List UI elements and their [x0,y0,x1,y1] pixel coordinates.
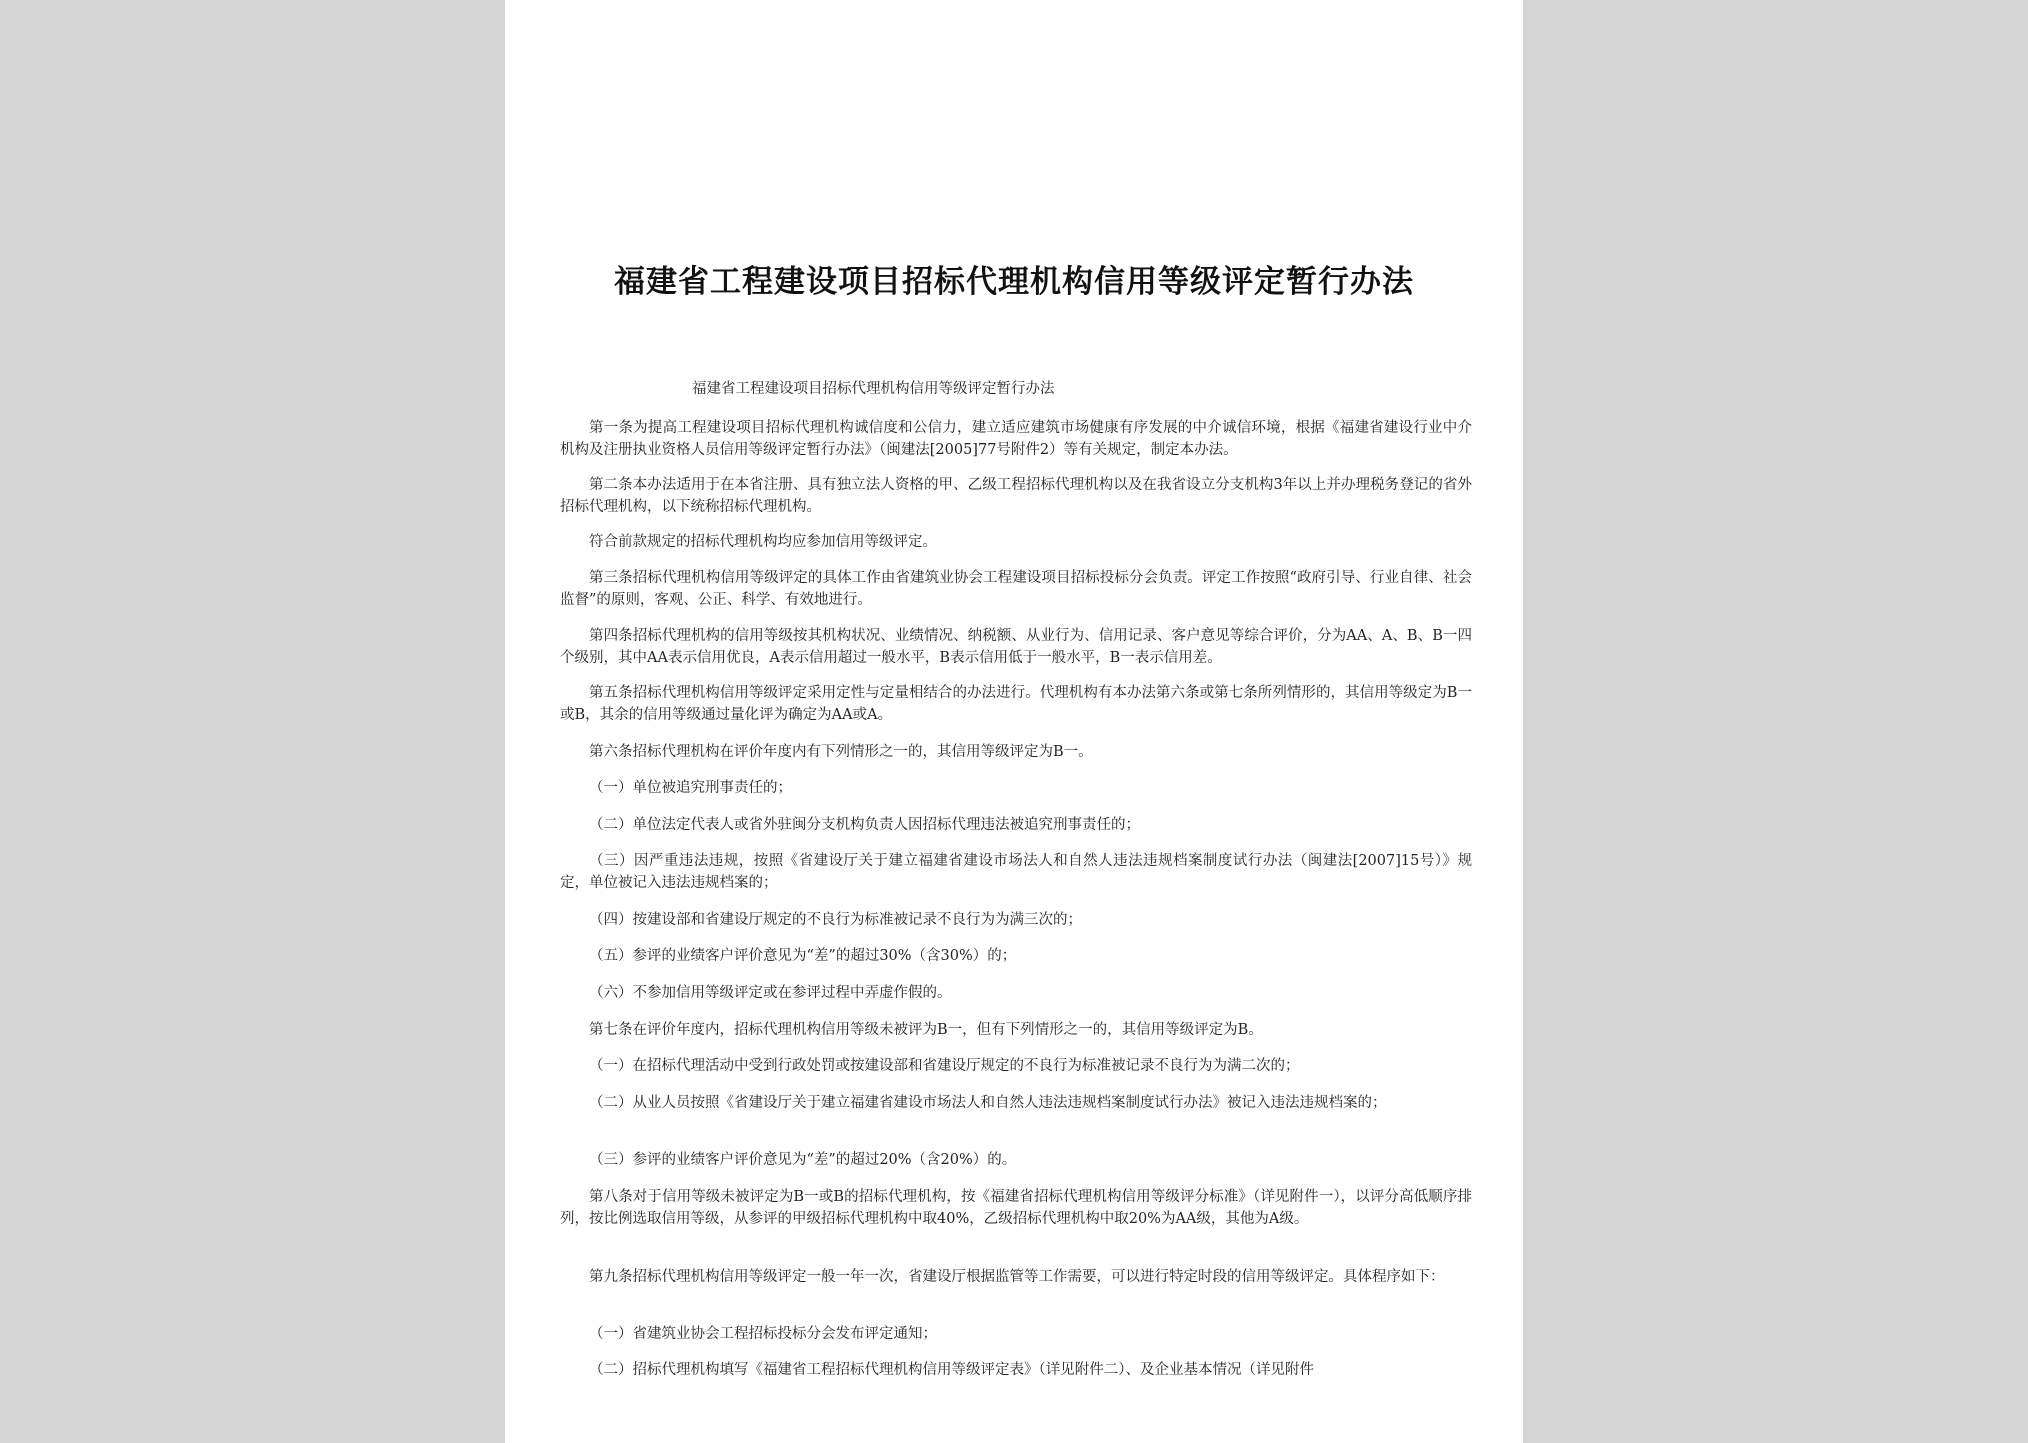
article-9: 第九条招标代理机构信用等级评定一般一年一次，省建设厅根据监管等工作需要，可以进行特定时段的信用等级评定。具体程序如下： [589,1269,1445,1285]
paragraph-note: 符合前款规定的招标代理机构均应参加信用等级评定。 [589,534,937,550]
article-7-item-3: （三）参评的业绩客户评价意见为“差”的超过20%（含20%）的。 [589,1152,1017,1168]
article-9-item-1: （一）省建筑业协会工程招标投标分会发布评定通知； [589,1326,937,1342]
document-title: 福建省工程建设项目招标代理机构信用等级评定暂行办法 [614,264,1414,300]
article-6-item-3: （三）因严重违法违规，按照《省建设厅关于建立福建省建设市场法人和自然人违法违规档案制度试行办法（闽建法[2007]15号）》规定，单位被记入违法违规档案的； [560,853,1472,891]
article-9-item-2: （二）招标代理机构填写《福建省工程招标代理机构信用等级评定表》（详见附件二）、及企业基本情况（详见附件 [589,1362,1314,1378]
article-6-item-1: （一）单位被追究刑事责任的； [589,780,792,796]
article-7: 第七条在评价年度内，招标代理机构信用等级未被评为B一，但有下列情形之一的，其信用等级评定为B。 [589,1022,1263,1038]
article-7-item-1: （一）在招标代理活动中受到行政处罚或按建设部和省建设厅规定的不良行为标准被记录不良行为为满二次的； [589,1058,1300,1074]
article-6-item-5: （五）参评的业绩客户评价意见为“差”的超过30%（含30%）的； [589,948,1017,964]
article-7-item-2: （二）从业人员按照《省建设厅关于建立福建省建设市场法人和自然人违法违规档案制度试行办法》被记入违法违规档案的； [589,1095,1387,1111]
article-6-item-4: （四）按建设部和省建设厅规定的不良行为标准被记录不良行为为满三次的； [589,912,1082,928]
article-1: 第一条为提高工程建设项目招标代理机构诚信度和公信力，建立适应建筑市场健康有序发展的中介诚信环境，根据《福建省建设行业中介机构及注册执业资格人员信用等级评定暂行办法》（闽建法[2005]77号附件2）等有关规定，制定本办法。 [560,420,1472,458]
document-page [505,0,1523,1443]
article-2: 第二条本办法适用于在本省注册、具有独立法人资格的甲、乙级工程招标代理机构以及在我省设立分支机构3年以上并办理税务登记的省外招标代理机构，以下统称招标代理机构。 [560,477,1472,515]
article-5: 第五条招标代理机构信用等级评定采用定性与定量相结合的办法进行。代理机构有本办法第六条或第七条所列情形的，其信用等级定为B一或B，其余的信用等级通过量化评为确定为AA或A。 [560,685,1472,723]
document-subtitle: 福建省工程建设项目招标代理机构信用等级评定暂行办法 [692,381,1055,397]
article-3: 第三条招标代理机构信用等级评定的具体工作由省建筑业协会工程建设项目招标投标分会负责。评定工作按照“政府引导、行业自律、社会监督”的原则，客观、公正、科学、有效地进行。 [560,570,1472,608]
article-8: 第八条对于信用等级未被评定为B一或B的招标代理机构，按《福建省招标代理机构信用等级评分标准》（详见附件一），以评分高低顺序排列，按比例选取信用等级，从参评的甲级招标代理机构中取40%，乙级招标代理机构中取20%为AA级，其他为A级。 [560,1189,1472,1227]
article-6-item-6: （六）不参加信用等级评定或在参评过程中弄虚作假的。 [589,985,952,1001]
article-4: 第四条招标代理机构的信用等级按其机构状况、业绩情况、纳税额、从业行为、信用记录、客户意见等综合评价，分为AA、A、B、B一四个级别，其中AA表示信用优良，A表示信用超过一般水平，B表示信用低于一般水平，B一表示信用差。 [560,628,1472,666]
article-6-item-2: （二）单位法定代表人或省外驻闽分支机构负责人因招标代理违法被追究刑事责任的； [589,817,1140,833]
article-6: 第六条招标代理机构在评价年度内有下列情形之一的，其信用等级评定为B一。 [589,744,1093,760]
